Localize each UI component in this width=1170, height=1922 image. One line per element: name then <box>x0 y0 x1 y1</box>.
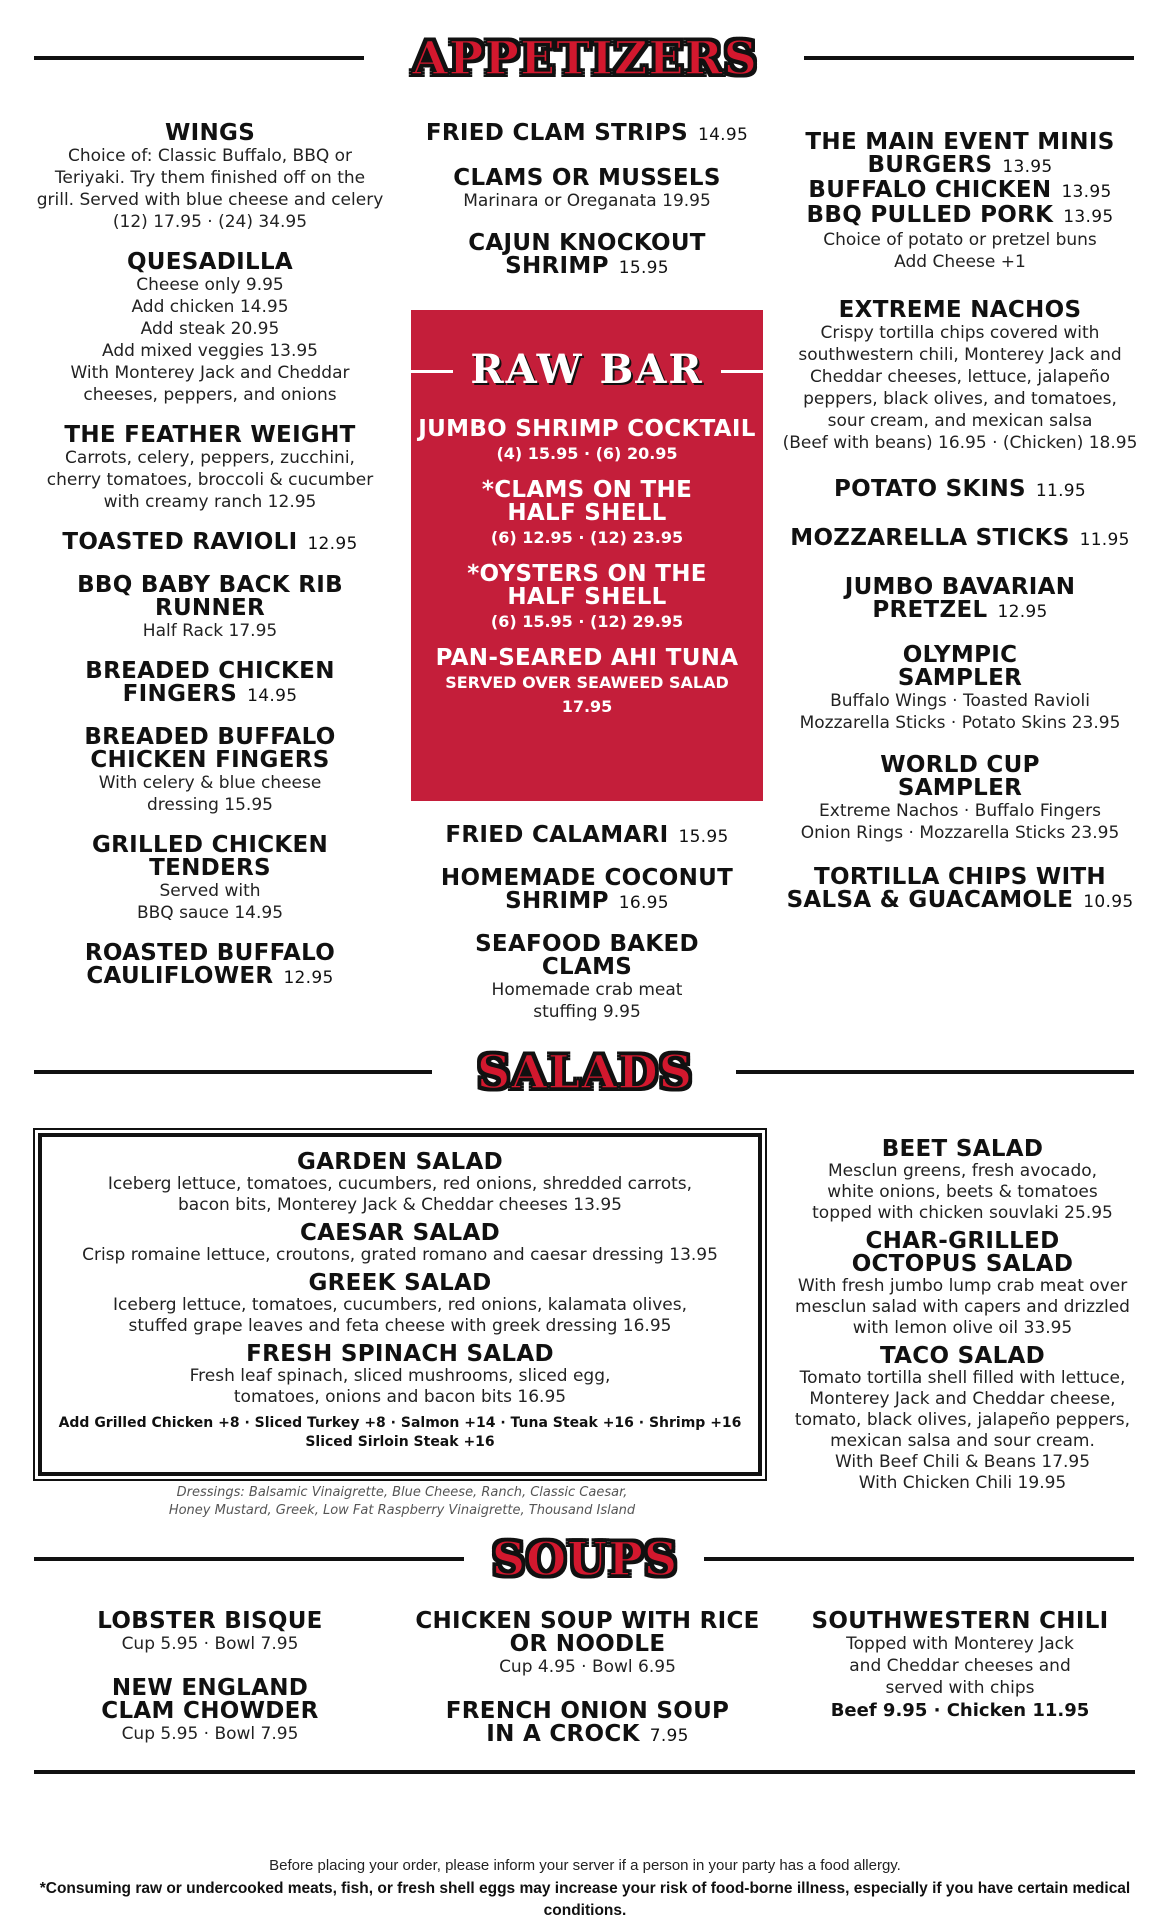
item-name-text: CAESAR SALAD <box>300 1220 500 1246</box>
item-description: served with chips <box>885 1678 1035 1698</box>
item-description: bacon bits, Monterey Jack & Cheddar cheeses 13.95 <box>178 1195 622 1215</box>
item-detail: (4) 15.95 · (6) 20.95 <box>496 444 678 463</box>
item-price: 12.95 <box>997 602 1048 622</box>
menu-item <box>30 531 390 556</box>
item-name-text: BBQ BABY BACK RIB <box>77 572 343 598</box>
item-description: Monterey Jack and Cheddar cheese, <box>809 1389 1116 1409</box>
menu-item <box>780 1610 1140 1723</box>
item-name-text: THE FEATHER WEIGHT <box>64 422 356 448</box>
item-name <box>411 586 763 609</box>
item-name <box>400 1610 775 1633</box>
item-name <box>780 527 1140 552</box>
item-name <box>400 1723 775 1748</box>
item-name-text: BEET SALAD <box>881 1136 1044 1162</box>
item-name <box>780 1345 1145 1368</box>
item-name <box>411 563 763 586</box>
item-name <box>30 749 390 772</box>
menu-item <box>411 479 763 549</box>
item-name-text: CHICKEN SOUP WITH RICE <box>415 1608 760 1634</box>
item-detail: SERVED OVER SEAWEED SALAD <box>445 673 729 692</box>
item-name-text: LOBSTER BISQUE <box>97 1608 323 1634</box>
menu-item <box>780 179 1140 204</box>
item-name <box>42 1343 758 1366</box>
salads-box <box>38 1133 762 1476</box>
item-name-text: FINGERS <box>122 681 238 707</box>
menu-item <box>411 563 763 633</box>
item-description: Cheese only 9.95 <box>136 275 284 295</box>
item-name-text: PAN-SEARED AHI TUNA <box>435 645 739 671</box>
item-price: 11.95 <box>1035 481 1087 501</box>
item-name-text: POTATO SKINS <box>833 476 1026 502</box>
item-name <box>42 1222 758 1245</box>
item-price: 15.95 <box>618 258 669 278</box>
item-name-text: CLAM CHOWDER <box>101 1698 319 1724</box>
item-description: cheeses, peppers, and onions <box>83 385 337 405</box>
item-name <box>30 531 390 556</box>
menu-item <box>30 834 390 924</box>
menu-item <box>30 660 390 708</box>
item-name-text: CAULIFLOWER <box>86 963 274 989</box>
item-name <box>411 647 763 670</box>
item-name <box>780 576 1140 599</box>
item-price: 15.95 <box>678 827 729 847</box>
appetizers-right-column <box>780 131 1140 914</box>
item-description: Served with <box>159 881 261 901</box>
item-name-text: OLYMPIC <box>902 642 1018 668</box>
item-description: Mozzarella Sticks · Potato Skins 23.95 <box>799 713 1121 733</box>
item-name <box>780 1138 1145 1161</box>
item-price: 13.95 <box>1002 157 1053 177</box>
item-description: tomato, black olives, jalapeño peppers, <box>794 1410 1131 1430</box>
item-name <box>30 597 390 620</box>
item-detail: (6) 15.95 · (12) 29.95 <box>490 612 684 631</box>
item-name <box>780 644 1140 667</box>
item-description: Buffalo Wings · Toasted Ravioli <box>830 691 1090 711</box>
item-description: Choice of potato or pretzel buns <box>823 230 1097 250</box>
item-description: With fresh jumbo lump crab meat over <box>797 1276 1128 1296</box>
item-description: Choice of: Classic Buffalo, BBQ or <box>67 146 353 166</box>
item-name-text: *CLAMS ON THE <box>481 477 693 503</box>
menu-item <box>780 154 1140 179</box>
menu-item <box>411 122 763 147</box>
item-description: With celery & blue cheese <box>98 773 322 793</box>
item-name-text: CHAR-GRILLED <box>865 1228 1060 1254</box>
appetizers-header <box>0 30 1170 86</box>
item-name <box>30 834 390 857</box>
item-description: Topped with Monterey Jack <box>846 1634 1074 1654</box>
appetizers-mid-bottom-column <box>411 824 763 1023</box>
item-name-text: FRESH SPINACH SALAD <box>246 1341 554 1367</box>
item-description: With Chicken Chili 19.95 <box>858 1473 1067 1493</box>
item-name-text: SAMPLER <box>897 665 1023 691</box>
item-name <box>411 255 763 280</box>
item-name-text: SEAFOOD BAKED <box>475 931 699 957</box>
item-description: Mesclun greens, fresh avocado, <box>827 1161 1098 1181</box>
item-name-text: WINGS <box>164 120 256 146</box>
item-name <box>780 866 1140 889</box>
item-name-text: CHICKEN FINGERS <box>90 747 330 773</box>
item-name-text: SOUTHWESTERN CHILI <box>811 1608 1109 1634</box>
item-description: Add steak 20.95 <box>140 319 280 339</box>
raw-bar-items <box>411 418 763 718</box>
menu-item <box>780 1230 1145 1339</box>
item-name <box>780 1230 1145 1253</box>
item-price: 11.95 <box>1079 530 1130 550</box>
item-price: 14.95 <box>247 686 298 706</box>
item-name <box>411 502 763 525</box>
item-name-text: *OYSTERS ON THE <box>467 561 707 587</box>
menu-item <box>780 527 1140 552</box>
item-description: Extreme Nachos · Buffalo Fingers <box>819 801 1101 821</box>
item-name <box>411 956 763 979</box>
item-description: BBQ sauce 14.95 <box>136 903 284 923</box>
item-description: white onions, beets & tomatoes <box>827 1182 1098 1202</box>
bottom-rule <box>34 1770 1135 1774</box>
item-description: stuffed grape leaves and feta cheese with greek dressing 16.95 <box>128 1316 672 1336</box>
item-price: Beef 9.95 · Chicken 11.95 <box>830 1700 1090 1721</box>
item-name-text: SAMPLER <box>897 775 1023 801</box>
footer <box>0 1856 1170 1922</box>
menu-item <box>30 424 390 513</box>
dressings-line: Dressings: Balsamic Vinaigrette, Blue Cheese, Ranch, Classic Caesar, <box>176 1485 628 1500</box>
menu-item <box>400 1700 775 1748</box>
menu-item <box>780 644 1140 734</box>
item-name-text: GARDEN SALAD <box>297 1149 503 1175</box>
item-name <box>780 1610 1140 1633</box>
menu-item <box>42 1272 758 1337</box>
salads-header <box>0 1044 1170 1100</box>
item-name-text: OR NOODLE <box>509 1631 666 1657</box>
menu-item <box>30 1677 390 1745</box>
item-name-text: EXTREME NACHOS <box>838 297 1082 323</box>
item-name-text: QUESADILLA <box>126 249 294 275</box>
menu-item <box>780 478 1140 503</box>
item-name <box>780 754 1140 777</box>
item-name-text: SHRIMP <box>505 888 609 914</box>
dressings-line: Honey Mustard, Greek, Low Fat Raspberry Vinaigrette, Thousand Island <box>168 1503 636 1518</box>
appetizers-title: APPETIZERS <box>412 31 758 85</box>
item-name <box>30 1700 390 1723</box>
item-name <box>411 479 763 502</box>
item-name-text: MOZZARELLA STICKS <box>790 525 1070 551</box>
item-name-text: NEW ENGLAND <box>111 1675 309 1701</box>
item-name-text: IN A CROCK <box>486 1721 640 1747</box>
item-name-text: TOASTED RAVIOLI <box>62 529 298 555</box>
menu-item <box>30 726 390 816</box>
raw-bar-panel <box>411 310 763 801</box>
item-detail: (6) 12.95 · (12) 23.95 <box>490 528 684 547</box>
appetizers-left-column <box>30 122 390 990</box>
item-name <box>30 424 390 447</box>
item-description: dressing 15.95 <box>147 795 273 815</box>
item-price: 12.95 <box>283 968 334 988</box>
item-description: sour cream, and mexican salsa <box>827 411 1093 431</box>
menu-item <box>411 418 763 465</box>
item-name <box>411 890 763 915</box>
item-description: Iceberg lettuce, tomatoes, cucumbers, red onions, shredded carrots, <box>107 1174 693 1194</box>
item-name <box>780 154 1140 179</box>
item-description: Onion Rings · Mozzarella Sticks 23.95 <box>800 823 1120 843</box>
menu-item <box>400 1610 775 1678</box>
item-name-text: PRETZEL <box>872 597 988 623</box>
raw-bar-title: RAW BAR <box>470 346 704 393</box>
menu-item <box>30 251 390 406</box>
item-description: Iceberg lettuce, tomatoes, cucumbers, red onions, kalamata olives, <box>113 1295 687 1315</box>
item-description: Crispy tortilla chips covered with <box>820 323 1100 343</box>
item-name <box>411 824 763 849</box>
salad-addons-line: Sliced Sirloin Steak +16 <box>305 1434 495 1450</box>
item-name-text: FRIED CALAMARI <box>445 822 669 848</box>
item-price: 14.95 <box>697 125 749 145</box>
item-description: Add chicken 14.95 <box>131 297 289 317</box>
menu-item <box>42 1343 758 1408</box>
item-name <box>780 179 1140 204</box>
item-name <box>30 574 390 597</box>
item-name-text: TENDERS <box>149 855 271 881</box>
item-description: Cup 4.95 · Bowl 6.95 <box>499 1657 676 1677</box>
item-description: mesclun salad with capers and drizzled <box>795 1297 1130 1317</box>
item-name-text: TACO SALAD <box>879 1343 1046 1369</box>
item-name-text: HOMEMADE COCONUT <box>440 865 734 891</box>
item-name <box>42 1151 758 1174</box>
item-name <box>30 683 390 708</box>
item-name-text: HALF SHELL <box>507 500 667 526</box>
item-name <box>780 777 1140 800</box>
menu-item <box>780 866 1140 914</box>
item-name <box>400 1633 775 1656</box>
menu-item <box>780 576 1140 624</box>
item-name-text: FRIED CLAM STRIPS <box>425 120 688 146</box>
item-name <box>780 478 1140 503</box>
item-description: Cheddar cheeses, lettuce, jalapeño <box>809 367 1111 387</box>
item-price: 7.95 <box>649 1726 689 1746</box>
item-description: (12) 17.95 · (24) 34.95 <box>112 212 308 232</box>
item-name <box>780 204 1140 229</box>
item-description: (Beef with beans) 16.95 · (Chicken) 18.95 <box>782 433 1138 453</box>
item-description: Cup 5.95 · Bowl 7.95 <box>121 1634 299 1654</box>
item-name <box>780 131 1140 154</box>
item-description: Homemade crab meat <box>491 980 683 1000</box>
allergy-notice: Before placing your order, please inform your server if a person in your party has a food allergy. <box>269 1857 901 1874</box>
raw-bar-rule-left <box>411 370 453 373</box>
dressings-note <box>38 1484 766 1520</box>
menu-item <box>42 1222 758 1266</box>
item-description: Cup 5.95 · Bowl 7.95 <box>121 1724 299 1744</box>
menu-item <box>411 867 763 915</box>
item-name <box>30 122 390 145</box>
item-name-text: JUMBO SHRIMP COCKTAIL <box>418 416 756 442</box>
item-name <box>411 867 763 890</box>
soups-left-column <box>30 1610 390 1745</box>
item-name-text: CLAMS OR MUSSELS <box>453 165 721 191</box>
item-name-text: BUFFALO CHICKEN <box>808 177 1052 203</box>
item-description: with creamy ranch 12.95 <box>103 492 317 512</box>
menu-item <box>780 1345 1145 1494</box>
menu-item <box>30 574 390 642</box>
item-name <box>30 942 390 965</box>
item-description: Crisp romaine lettuce, croutons, grated romano and caesar dressing 13.95 <box>82 1245 718 1265</box>
soups-title: SOUPS <box>491 1532 679 1586</box>
raw-bar-rule-right <box>721 370 763 373</box>
item-name-text: GREEK SALAD <box>308 1270 492 1296</box>
item-name <box>30 965 390 990</box>
item-description: With Monterey Jack and Cheddar <box>70 363 350 383</box>
item-name-text: BURGERS <box>867 152 993 178</box>
item-name <box>780 667 1140 690</box>
item-name <box>411 167 763 190</box>
salad-addons <box>42 1414 758 1452</box>
item-description: Teriyaki. Try them finished off on the <box>54 168 366 188</box>
item-name-text: OCTOPUS SALAD <box>851 1251 1074 1277</box>
item-name-text: FRENCH ONION SOUP <box>445 1698 730 1724</box>
appetizers-mid-top-column <box>411 122 763 280</box>
item-description: cherry tomatoes, broccoli & cucumber <box>46 470 374 490</box>
salads-title: SALADS <box>476 1045 694 1099</box>
item-name-text: WORLD CUP <box>880 752 1040 778</box>
raw-bar-title-wrap <box>411 340 763 400</box>
item-description: topped with chicken souvlaki 25.95 <box>812 1203 1113 1223</box>
item-price: 13.95 <box>1063 207 1114 227</box>
item-description: grill. Served with blue cheese and celery <box>36 190 384 210</box>
menu-item <box>30 122 390 233</box>
salads-right-column <box>780 1138 1145 1494</box>
item-name-text: CLAMS <box>541 954 633 980</box>
item-name-text: GRILLED CHICKEN <box>91 832 329 858</box>
menu-item <box>411 647 763 718</box>
item-description: Half Rack 17.95 <box>142 621 278 641</box>
item-name <box>411 418 763 441</box>
menu-item <box>411 824 763 849</box>
item-description: Add mixed veggies 13.95 <box>101 341 318 361</box>
soups-right-column <box>780 1610 1140 1723</box>
item-name <box>30 726 390 749</box>
item-name <box>30 857 390 880</box>
item-description: Marinara or Oreganata 19.95 <box>463 191 711 211</box>
item-name <box>42 1272 758 1295</box>
item-description: mexican salsa and sour cream. <box>830 1431 1095 1451</box>
item-detail: 17.95 <box>561 697 613 716</box>
item-name <box>411 122 763 147</box>
item-description: Add Cheese +1 <box>894 252 1026 272</box>
item-name-text: HALF SHELL <box>507 584 667 610</box>
menu-item <box>411 232 763 280</box>
soups-mid-column <box>400 1610 775 1748</box>
item-name-text: RUNNER <box>154 595 266 621</box>
item-description: Fresh leaf spinach, sliced mushrooms, sliced egg, <box>189 1366 611 1386</box>
item-description: peppers, black olives, and tomatoes, <box>803 389 1117 409</box>
menu-item <box>411 167 763 212</box>
item-name <box>411 232 763 255</box>
item-description: and Cheddar cheeses and <box>849 1656 1071 1676</box>
menu-item <box>780 754 1140 844</box>
salads-box-items <box>42 1137 758 1408</box>
soups-header <box>0 1531 1170 1587</box>
item-name <box>30 660 390 683</box>
menu-item <box>30 942 390 990</box>
menu-item <box>30 1610 390 1655</box>
item-name-text: SALSA & GUACAMOLE <box>786 887 1074 913</box>
item-name-text: BBQ PULLED PORK <box>806 202 1054 228</box>
salad-addons-line: Add Grilled Chicken +8 · Sliced Turkey +8 · Salmon +14 · Tuna Steak +16 · Shrimp +16 <box>58 1415 742 1431</box>
item-name-text: SHRIMP <box>505 253 609 279</box>
item-name <box>780 889 1140 914</box>
item-name <box>780 1253 1145 1276</box>
item-description: Carrots, celery, peppers, zucchini, <box>65 448 355 468</box>
menu-item <box>42 1151 758 1216</box>
item-name-text: BREADED CHICKEN <box>85 658 335 684</box>
item-name-text: CAJUN KNOCKOUT <box>468 230 706 256</box>
item-price: 10.95 <box>1083 892 1134 912</box>
item-description: tomatoes, onions and bacon bits 16.95 <box>233 1387 567 1407</box>
item-name-text: ROASTED BUFFALO <box>84 940 336 966</box>
menu-item <box>780 1138 1145 1224</box>
item-name-text: TORTILLA CHIPS WITH <box>814 864 1106 890</box>
item-name <box>30 251 390 274</box>
item-price: 13.95 <box>1061 182 1112 202</box>
item-name <box>411 933 763 956</box>
menu-item <box>780 299 1140 454</box>
item-name-text: JUMBO BAVARIAN <box>844 574 1076 600</box>
item-description: southwestern chili, Monterey Jack and <box>798 345 1122 365</box>
item-name <box>780 299 1140 322</box>
menu-item <box>780 204 1140 273</box>
item-name <box>400 1700 775 1723</box>
item-name <box>30 1610 390 1633</box>
item-description: with lemon olive oil 33.95 <box>852 1318 1073 1338</box>
item-description: With Beef Chili & Beans 17.95 <box>834 1452 1091 1472</box>
item-price: 16.95 <box>618 893 669 913</box>
item-description: stuffing 9.95 <box>533 1002 641 1022</box>
item-name-text: THE MAIN EVENT MINIS <box>805 129 1115 155</box>
item-price: 12.95 <box>307 534 358 554</box>
item-description: Tomato tortilla shell filled with lettuce, <box>799 1368 1126 1388</box>
menu-item <box>411 933 763 1023</box>
raw-food-warning: *Consuming raw or undercooked meats, fish, or fresh shell eggs may increase your risk of food-borne illness, especially if you have certain medical conditions. <box>39 1880 1131 1919</box>
menu-item <box>780 131 1140 154</box>
item-name-text: BREADED BUFFALO <box>84 724 336 750</box>
item-name <box>780 599 1140 624</box>
item-name <box>30 1677 390 1700</box>
